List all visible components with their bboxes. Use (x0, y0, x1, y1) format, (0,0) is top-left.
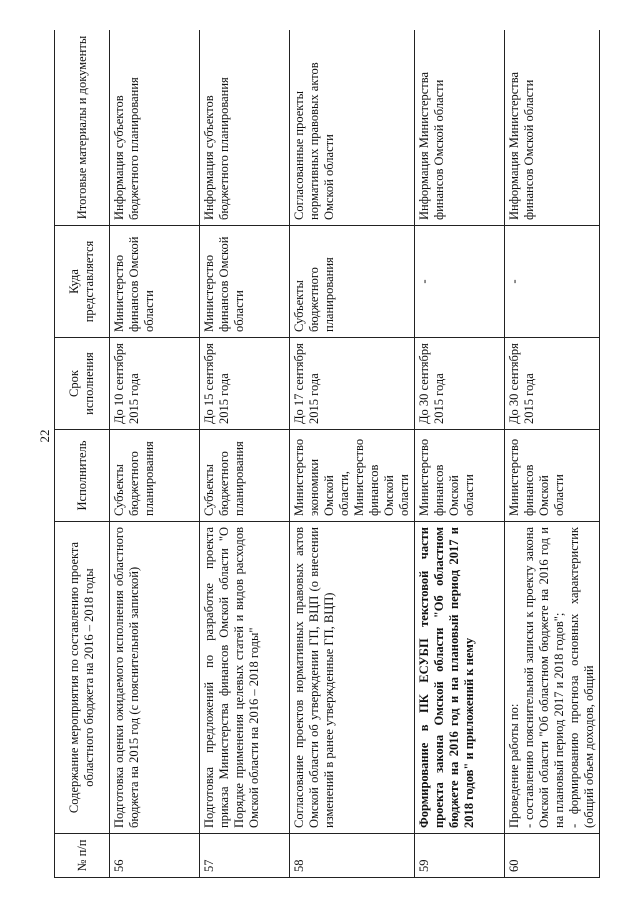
row-deadline: До 30 сентября 2015 года (415, 338, 505, 430)
header-deadline: Срок исполнения (55, 338, 110, 430)
rotated-table-container (54, 30, 614, 878)
table-row (200, 30, 290, 878)
row-recipient: - (415, 226, 505, 338)
row-deadline: До 17 сентября 2015 года (290, 338, 415, 430)
content-line: - составлению пояснительной записки к проекту закона Омской области "Об областном бюджете на 2016 год и на плановый период 2017 и 2018 годов"; (522, 527, 566, 828)
row-recipient: - (505, 226, 600, 338)
measures-table (54, 30, 600, 878)
row-result: Информация Министерства финансов Омской области (505, 30, 600, 226)
row-result: Информация субъектов бюджетного планирования (200, 30, 290, 226)
content-line: Проведение работы по: (507, 703, 521, 828)
row-executor: Министерство финансов Омской области (505, 430, 600, 522)
header-content: Содержание мероприятия по составлению проекта областного бюджета на 2016 – 2018 годы (55, 522, 110, 834)
row-recipient: Субъекты бюджетного планирования (290, 226, 415, 338)
row-content: Подготовка предложений по разработке проекта приказа Министерства финансов Омской области "О Порядке применения целевых статей и видов расходов Омской области на 2016 – 2018 годы" (200, 522, 290, 834)
row-content (505, 522, 600, 834)
row-number: 59 (415, 834, 505, 878)
row-content: Подготовка оценки ожидаемого исполнения областного бюджета на 2015 год (с пояснительной запиской) (110, 522, 200, 834)
row-executor: Министерство экономики Омской области, Министерство финансов Омской области (290, 430, 415, 522)
table-row (415, 30, 505, 878)
row-recipient: Министерство финансов Омской области (110, 226, 200, 338)
content-line: - формированию прогноза основных характеристик (общий объем доходов, общий (567, 527, 596, 828)
table-row (505, 30, 600, 878)
header-recipient: Куда представляется (55, 226, 110, 338)
page-number: 22 (37, 429, 52, 443)
row-executor: Субъекты бюджетного планирования (200, 430, 290, 522)
rotated-page-content (54, 30, 614, 878)
row-result: Согласованные проекты нормативных правовых актов Омской области (290, 30, 415, 226)
row-number: 57 (200, 834, 290, 878)
header-num: № п/п (55, 834, 110, 878)
row-executor: Субъекты бюджетного планирования (110, 430, 200, 522)
row-result: Информация субъектов бюджетного планирования (110, 30, 200, 226)
table-header-row (55, 30, 110, 878)
header-result: Итоговые материалы и документы (55, 30, 110, 226)
row-deadline: До 15 сентября 2015 года (200, 338, 290, 430)
row-number: 56 (110, 834, 200, 878)
row-number: 58 (290, 834, 415, 878)
row-content: Формирование в ПК ЕСУБП текстовой части проекта закона Омской области "Об областном бюджете на 2016 год и на плановый период 2017 и 2018 годов" и приложений к нему (415, 522, 505, 834)
row-number: 60 (505, 834, 600, 878)
row-content: Согласование проектов нормативных правовых актов Омской области об утверждении ГП, ВЦП (о внесении изменений в ранее утвержденные ГП, ВЦП) (290, 522, 415, 834)
table-row (290, 30, 415, 878)
row-deadline: До 10 сентября 2015 года (110, 338, 200, 430)
row-result: Информация Министерства финансов Омской области (415, 30, 505, 226)
table-row (110, 30, 200, 878)
row-deadline: До 30 сентября 2015 года (505, 338, 600, 430)
header-executor: Исполнитель (55, 430, 110, 522)
row-executor: Министерство финансов Омской области (415, 430, 505, 522)
row-recipient: Министерство финансов Омской области (200, 226, 290, 338)
